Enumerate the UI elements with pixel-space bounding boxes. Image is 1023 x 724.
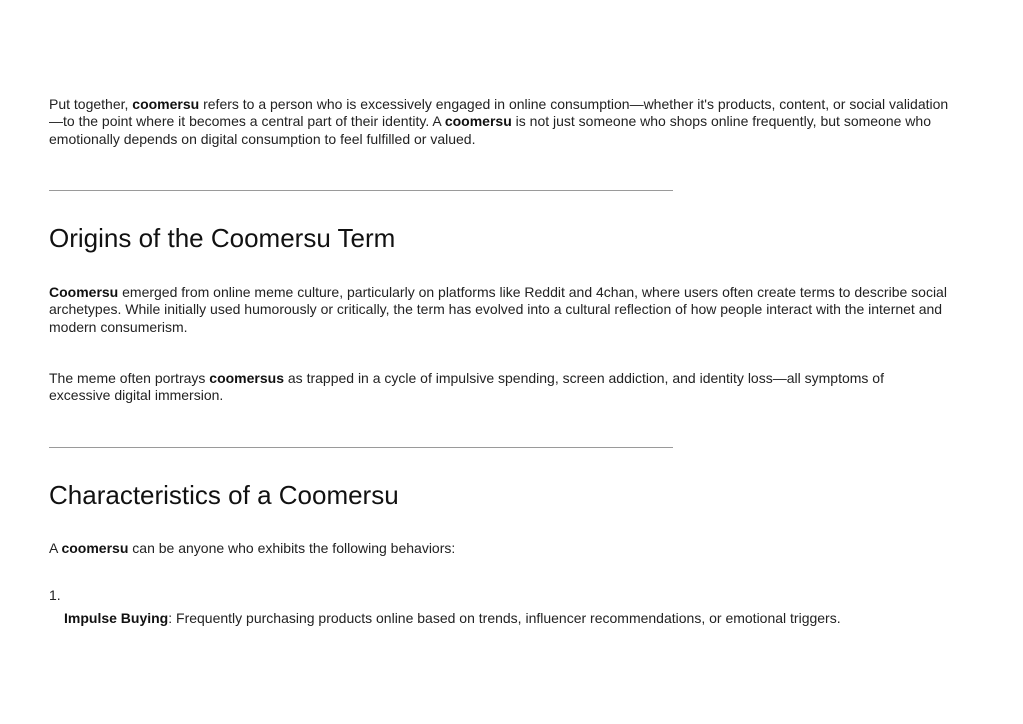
keyword: coomersu bbox=[444, 113, 512, 130]
divider bbox=[49, 190, 673, 191]
characteristics-intro: A coomersu can be anyone who exhibits the following behaviors: bbox=[49, 540, 456, 556]
origins-paragraph-1: Coomersu emerged from online meme culture, particularly on platforms like Reddit and 4chan, where users often create terms to describe social archetypes. While initially used humorously or critically, the term has evolved into a cultural reflection of how people interact with the internet and modern consumerism. bbox=[49, 284, 947, 335]
list-item bbox=[64, 610, 944, 627]
keyword: coomersu bbox=[132, 96, 200, 112]
list-item-number: 1. bbox=[49, 587, 61, 603]
origins-paragraph-2: The meme often portrays coomersus as trapped in a cycle of impulsive spending, screen addiction, and identity loss—all symptoms of excessive digital immersion. bbox=[49, 370, 884, 404]
divider bbox=[49, 447, 673, 448]
section-heading-origins: Origins of the Coomersu Term bbox=[49, 223, 396, 253]
list-item-term: Impulse Buying bbox=[64, 610, 169, 626]
keyword: coomersus bbox=[209, 370, 284, 386]
keyword: Coomersu bbox=[49, 284, 119, 300]
list-item-description: : Frequently purchasing products online based on trends, influencer recommendations, or emotional triggers. bbox=[168, 610, 841, 626]
section-heading-characteristics: Characteristics of a Coomersu bbox=[49, 480, 399, 510]
keyword: coomersu bbox=[61, 540, 129, 556]
intro-paragraph: Put together, coomersu refers to a person who is excessively engaged in online consumption—whether it's products, content, or social validation—to the point where it becomes a central part of their identity. A coomersu is not just someone who shops online frequently, but someone who emotionally depends on digital consumption to feel fulfilled or valued. bbox=[49, 96, 949, 147]
